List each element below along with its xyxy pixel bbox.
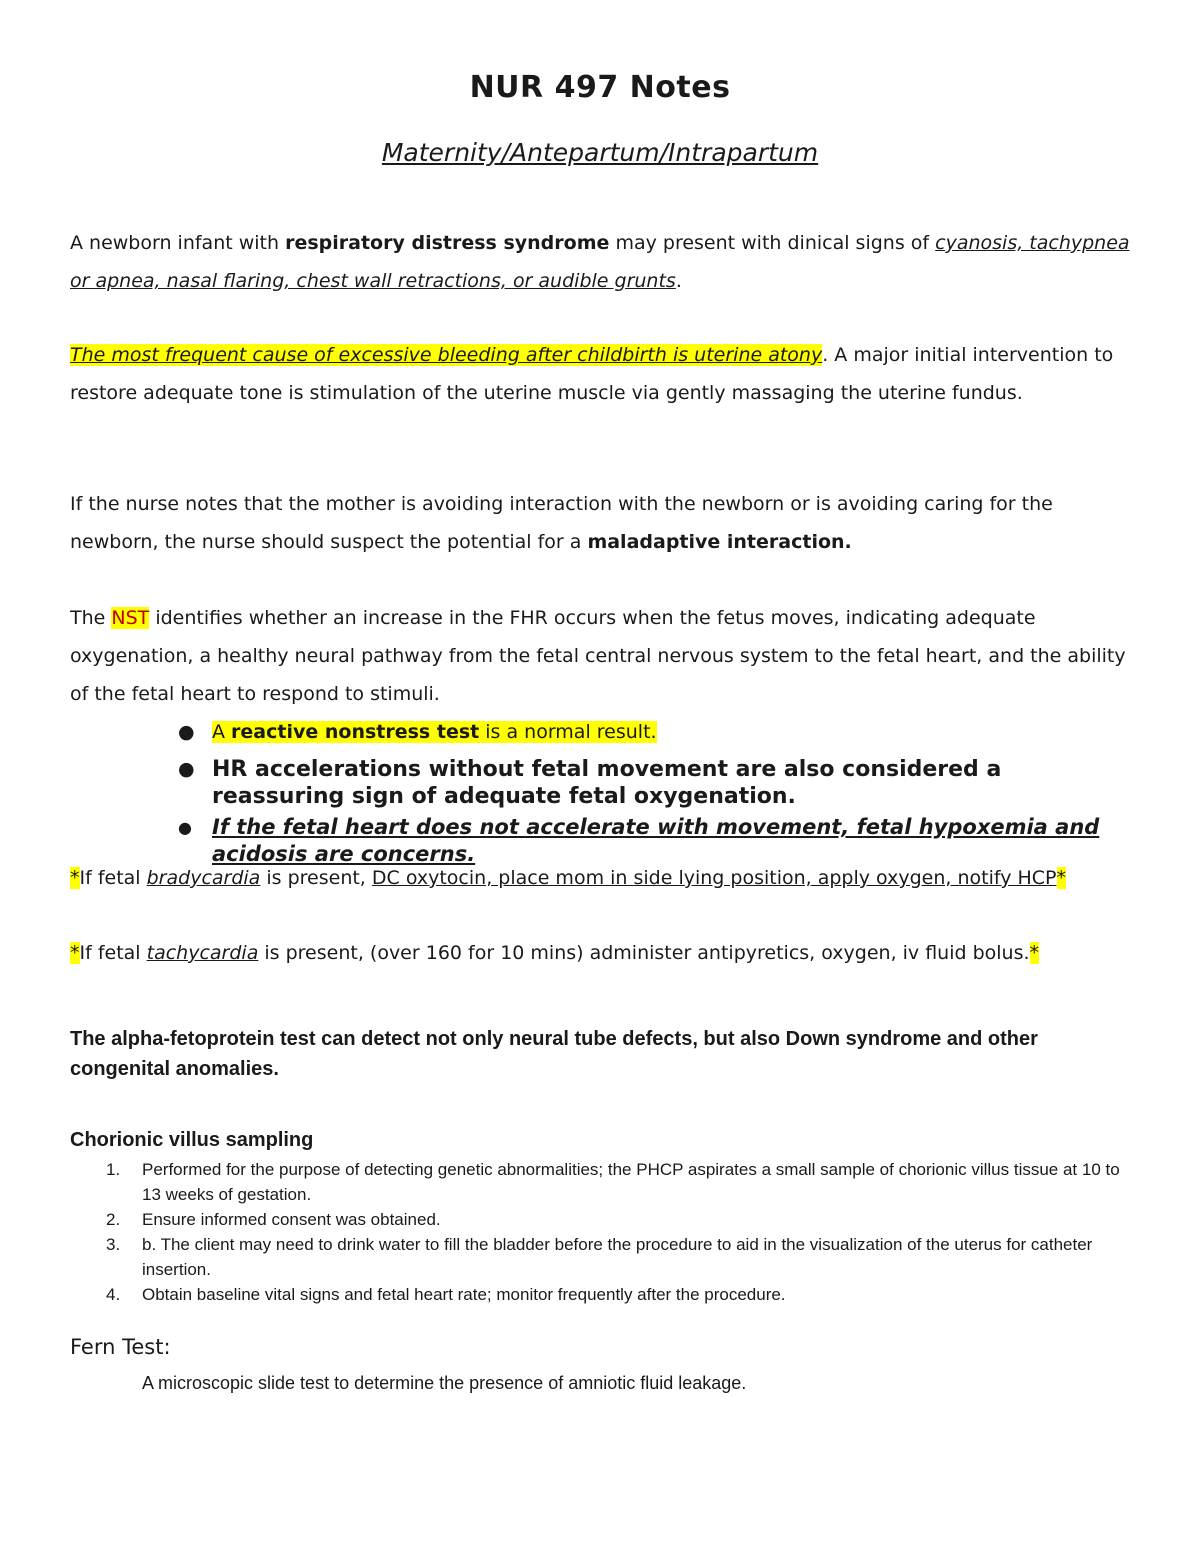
star-marker: * [70,867,80,889]
nst-bullet-list [178,718,1108,868]
afp-text-1: The [70,1028,112,1050]
nst-text-2: identifies whether an increase in the FHR occurs when the fetus moves, indicating adequate oxygenation, a healthy neural pathway from the fetal central nervous system to the fetal heart, and the ability of the fetal heart to respond to stimuli. [70,607,1126,705]
star-marker: * [1029,942,1040,964]
rds-text-3: . [675,270,682,292]
rds-paragraph [70,224,1130,300]
nst-term: NST [111,607,150,629]
maladaptive-term: maladaptive interaction. [587,531,852,553]
page-subtitle: Maternity/Antepartum/Intrapartum [381,138,819,167]
bradycardia-paragraph [70,866,1130,891]
nst-paragraph [70,599,1130,713]
list-number: 3. [106,1235,121,1254]
afp-text-2: can detect not only neural tube defects, but also Down syndrome and other congenital anomalies. [70,1028,1038,1080]
rds-term: respiratory distress syndrome [285,232,610,254]
page-title: NUR 497 Notes [469,70,731,105]
list-item [178,756,1108,810]
list-text: Performed for the purpose of detecting genetic abnormalities; the PHCP aspirates a small sample of chorionic villus tissue at 10 to 13 weeks of gestation. [142,1160,1120,1204]
rds-text-2: may present with dinical signs of [609,232,936,254]
fern-text: A microscopic slide test to determine the presence of amniotic fluid leakage. [142,1373,747,1393]
rds-signs: cyanosis, tachypnea or apnea, nasal flaring, chest wall retractions, or audible grunts [70,232,1130,292]
list-item [178,814,1108,868]
tachy-text-1: If fetal [79,942,147,964]
atony-highlight: The most frequent cause of excessive bleeding after childbirth is uterine atony [70,344,823,366]
bullet-icon: ● [178,758,195,780]
list-text: Obtain baseline vital signs and fetal heart rate; monitor frequently after the procedure. [142,1285,786,1304]
list-item [178,718,1108,746]
bullet-1-term: reactive nonstress test [231,721,480,743]
bullet-1-text-1: A [212,721,232,743]
bullet-2-text: HR accelerations without fetal movement are also considered a reassuring sign of adequate fetal oxygenation. [212,757,1002,809]
tachycardia-paragraph [70,941,1130,966]
afp-term: alpha-fetoprotein test [111,1028,316,1050]
list-item [70,1232,1130,1282]
brady-text-2: is present, [260,867,372,889]
maladaptive-text: If the nurse notes that the mother is avoiding interaction with the newborn or is avoiding caring for the newborn, the nurse should suspect the potential for a [70,493,1053,553]
list-number: 2. [106,1210,121,1229]
list-text: b. The client may need to drink water to fill the bladder before the procedure to aid in the visualization of the uterus for catheter insertion. [142,1235,1093,1279]
tachy-text-2: is present, (over 160 for 10 mins) administer antipyretics, oxygen, iv fluid bolus. [258,942,1030,964]
list-text: Ensure informed consent was obtained. [142,1210,441,1229]
list-number: 1. [106,1160,121,1179]
star-marker: * [1056,867,1066,889]
brady-interventions: DC oxytocin, place mom in side lying position, apply oxygen, notify HCP [371,867,1057,889]
cvs-list [70,1157,1130,1307]
star-marker: * [70,942,80,964]
list-item [70,1282,1130,1307]
maladaptive-paragraph [70,485,1130,561]
rds-text-1: A newborn infant with [70,232,286,254]
brady-term: bradycardia [146,867,261,889]
atony-text: . A major initial intervention to restore adequate tone is stimulation of the uterine muscle via gently massaging the uterine fundus. [70,344,1114,404]
afp-paragraph [70,1024,1130,1084]
bullet-1-text-2: is a normal result. [479,721,657,743]
brady-text-1: If fetal [79,867,147,889]
cvs-heading: Chorionic villus sampling [70,1129,314,1151]
nst-text-1: The [70,607,112,629]
tachy-term: tachycardia [146,942,259,964]
bullet-icon: ● [178,818,192,837]
fern-heading: Fern Test: [70,1335,171,1359]
atony-paragraph [70,336,1130,412]
list-item [70,1157,1130,1207]
list-number: 4. [106,1285,121,1304]
bullet-icon: ● [178,721,195,743]
bullet-3-text: If the fetal heart does not accelerate with movement, fetal hypoxemia and acidosis are concerns. [212,815,1100,866]
list-item [70,1207,1130,1232]
